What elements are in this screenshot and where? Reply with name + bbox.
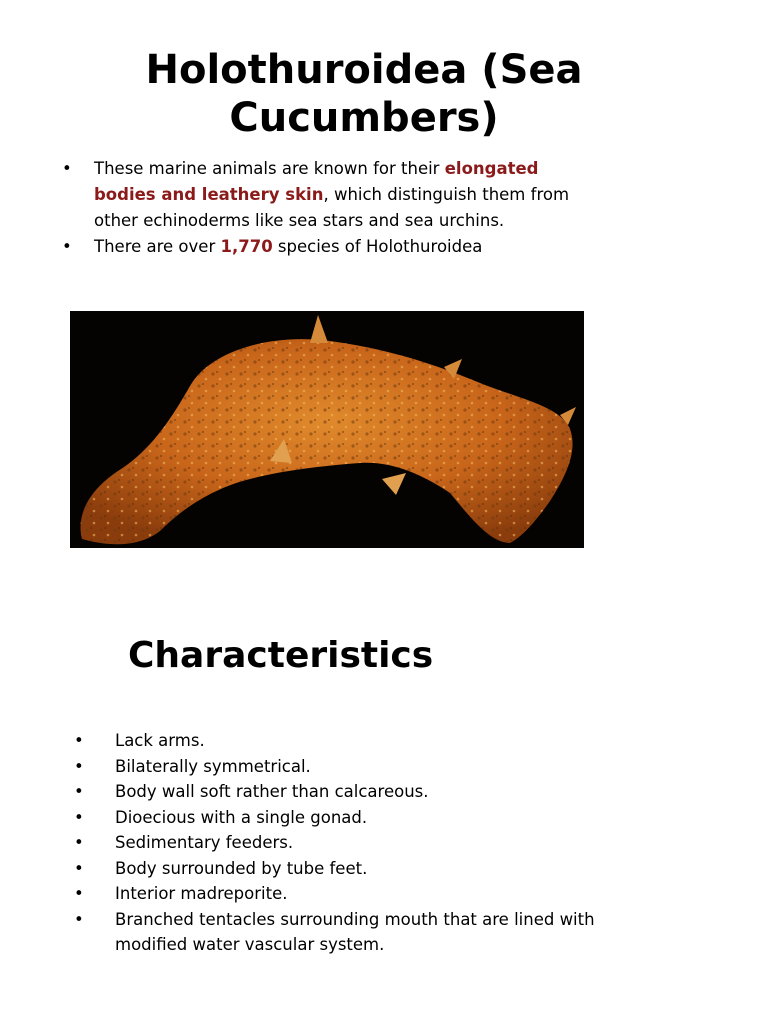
species-count: 1,770 xyxy=(220,237,273,256)
list-item xyxy=(72,728,652,754)
intro-item-species-count xyxy=(58,234,578,260)
intro-text: , which distinguish them from other echinoderms like sea stars and sea urchins. xyxy=(94,185,570,230)
intro-list xyxy=(58,156,578,260)
section-heading: Characteristics xyxy=(128,635,434,676)
list-item-text: Interior madreporite. xyxy=(115,884,288,903)
bullet-glyph: • xyxy=(74,807,84,827)
bullet-glyph: • xyxy=(62,159,72,178)
intro-item-description xyxy=(58,156,578,234)
list-item-text: Sedimentary feeders. xyxy=(115,833,294,852)
list-item xyxy=(72,805,652,831)
list-item-text: Body wall soft rather than calcareous. xyxy=(115,782,429,801)
bullet-glyph: • xyxy=(74,782,84,801)
list-item xyxy=(72,856,652,882)
sea-cucumber-photo xyxy=(70,311,584,548)
list-item xyxy=(72,907,652,958)
bullet-glyph: • xyxy=(74,858,84,878)
list-item xyxy=(72,779,652,805)
intro-text: These marine animals are known for their xyxy=(94,159,445,178)
list-item xyxy=(72,830,652,856)
list-item xyxy=(72,881,652,907)
bullet-glyph: • xyxy=(74,909,84,929)
bullet-glyph: • xyxy=(74,884,84,903)
bullet-glyph: • xyxy=(74,731,84,750)
list-item xyxy=(72,754,652,780)
list-item-text: Body surrounded by tube feet. xyxy=(115,858,368,878)
page-title: Holothuroidea (Sea Cucumbers) xyxy=(145,47,583,141)
characteristics-list xyxy=(72,728,652,958)
highlight-text: elongated bodies and leathery skin xyxy=(94,159,539,204)
bullet-glyph: • xyxy=(74,756,84,776)
intro-text: There are over xyxy=(94,237,221,256)
bullet-glyph: • xyxy=(62,237,72,256)
bullet-glyph: • xyxy=(74,833,84,852)
list-item-text: Dioecious with a single gonad. xyxy=(115,807,368,827)
intro-text: species of Holothuroidea xyxy=(272,237,483,256)
list-item-text: Lack arms. xyxy=(115,731,205,750)
list-item-text: Bilaterally symmetrical. xyxy=(115,756,311,776)
sea-cucumber-illustration xyxy=(70,311,584,548)
list-item-text: Branched tentacles surrounding mouth that are lined with modified water vascular system. xyxy=(115,909,595,954)
